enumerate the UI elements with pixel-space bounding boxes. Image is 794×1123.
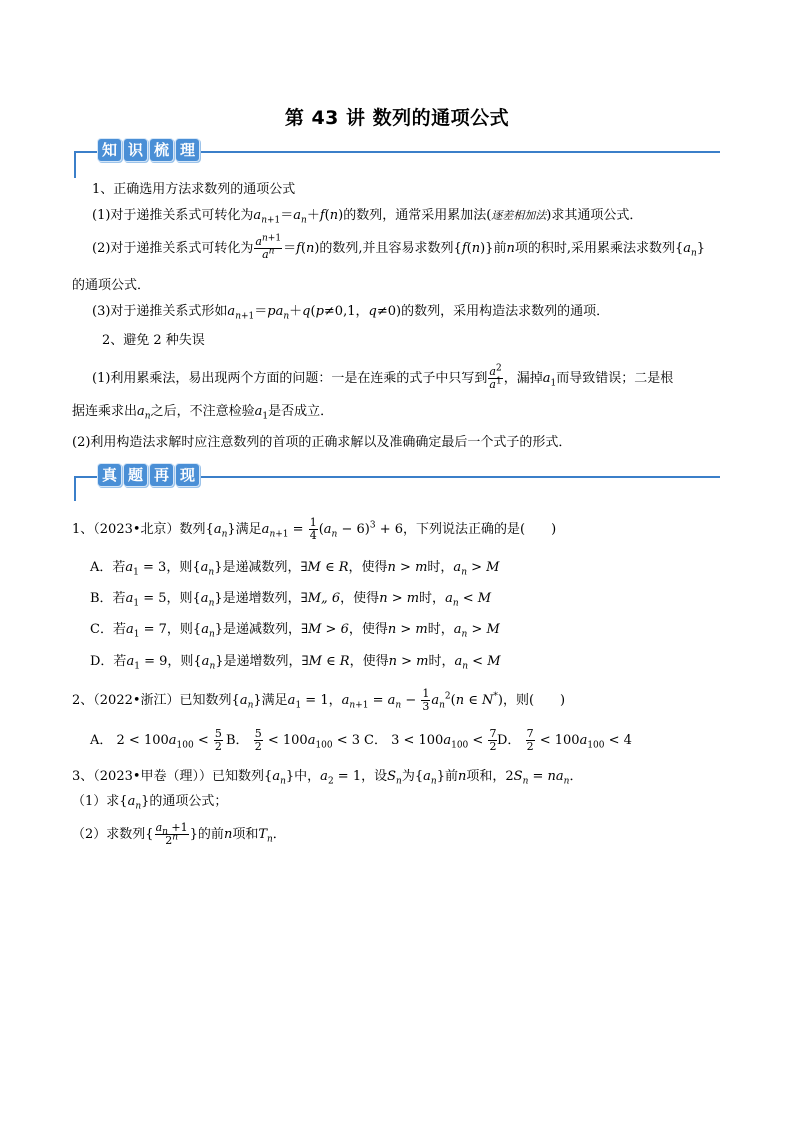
text: < M (472, 654, 501, 669)
text: ，则 (167, 654, 194, 669)
text: 是递减数列， (222, 560, 301, 575)
text: ，则 (166, 560, 193, 575)
text: ∃M ∈ R (300, 560, 349, 575)
problem-1-option-d: D．若$a_1 = 9$，则$\{a_n\}$是递增数列，∃M ∈ R，使得n > m时，$a_n < M$ (90, 654, 501, 672)
badge-char: 真 (98, 464, 121, 486)
text: B． (226, 733, 249, 748)
text: （1）求 (72, 794, 120, 809)
text: A． (90, 733, 113, 748)
text: 前 (444, 769, 458, 784)
text: 项的积时,采用累乘法求数列{ (514, 241, 684, 256)
problem-2: 2、（2022•浙江）已知数列$\{a_n\}$满足$a_1 = 1$，$a_{n+1} = a_n$ − $\frac{1}{3}$ $a_n^2(n$ ∈ N*)，则( ) (72, 687, 566, 713)
text: 据连乘求出 (72, 404, 138, 419)
problem-3: 3、（2023•甲卷（理））已知数列$\{a_n\}$中，$a_2 = 1$，设$S_n$为$\{a_n\}$前n项和，$2S_n = na_n$． (72, 769, 583, 787)
page-title: 第 43 讲 数列的通项公式 (284, 107, 510, 129)
text: C．若 (90, 622, 126, 637)
text: ，下列说法正确的是( ) (403, 522, 557, 537)
text: 的数列,并且容易求数列{ (319, 241, 462, 256)
problem-1-option-c: C．若$a_1 = 7$，则$\{a_n\}$是递减数列，∃M > 6，使得n > m时，$a_n > M$ (90, 622, 500, 640)
text: 项和 (232, 827, 259, 842)
knowledge-heading-2: 2、避免 2 种失误 (102, 333, 205, 348)
text: n > m (388, 654, 429, 669)
text: 满足 (261, 693, 288, 708)
section-badge-knowledge (98, 139, 199, 161)
text: C． (364, 733, 387, 748)
text: 而导致错误；二是根 (556, 371, 674, 386)
text: ∃M„ 6 (300, 591, 341, 606)
badge-char: 题 (124, 464, 147, 486)
problem-1: 1、（2023•北京）数列$\{a_n\}$满足$a_{n+1}$ = $\frac{1}{4}$ $(a_n - 6)^3 + 6$，下列说法正确的是( ) (72, 516, 557, 542)
text: a (453, 622, 462, 637)
text: 3、（2023•甲卷（理））已知数列 (72, 769, 265, 784)
text: 时， (428, 654, 455, 669)
text: < M (462, 591, 492, 606)
text: 2、（2022•浙江）已知数列 (72, 693, 232, 708)
badge-char: 知 (98, 139, 121, 161)
knowledge-method-1: (1)对于递推关系式可转化为$a_{n+1}=a_n+f(n)$的数列，通常采用累加法(逐差相加法)求其通项公式． (92, 208, 643, 226)
text: }前 (485, 241, 507, 256)
text: = 3 (143, 560, 167, 575)
text: 的数列，采用构造法求数列的通项． (401, 304, 610, 319)
badge-char: 理 (176, 139, 199, 161)
problem-1-option-a: A．若$a_1 = 3$，则$\{a_n\}$是递减数列，∃M ∈ R，使得n > m时，$a_n > M$ (90, 560, 500, 578)
problem-1-option-b: B．若$a_1 = 5$，则$\{a_n\}$是递增数列，∃M„ 6，使得n > m时，$a_n < M$ (90, 591, 492, 609)
text: 是递减数列， (223, 622, 302, 637)
section-divider-left (74, 152, 76, 178)
text: a (454, 654, 463, 669)
problem-3-part-1: （1）求$\{a_n\}$的通项公式； (72, 794, 228, 812)
text: ，漏掉 (503, 371, 543, 386)
text: ∃M > 6 (301, 622, 349, 637)
text: 时， (419, 591, 446, 606)
text: (1)利用累乘法，易出现两个方面的问题：一是在连乘的式子中只写到 (92, 371, 488, 386)
text: } (696, 241, 706, 256)
badge-char: 再 (150, 464, 173, 486)
text: 是递增数列， (223, 654, 302, 669)
text: B．若 (90, 591, 126, 606)
text: ，使得 (348, 560, 388, 575)
text: = 5 (143, 591, 167, 606)
problem-3-part-2: （2）求数列{ $\frac{a_n +1}{2^n}$ }的前n项和$T_n$． (72, 821, 286, 847)
text: D． (497, 733, 521, 748)
text: 的前 (197, 827, 224, 842)
text: ，使得 (348, 622, 388, 637)
knowledge-method-2-cont: 的通项公式． (72, 278, 151, 293)
text: n > m (387, 622, 428, 637)
text: n > m (379, 591, 420, 606)
text: 项和， (466, 769, 506, 784)
text: a (445, 591, 453, 606)
text: ，使得 (340, 591, 380, 606)
text: 1、（2023•北京）数列 (72, 522, 206, 537)
knowledge-heading-1: 1、正确选用方法求数列的通项公式 (92, 182, 296, 197)
text: 之后，不注意检验 (150, 404, 255, 419)
knowledge-error-2: (2)利用构造法求解时应注意数列的首项的正确求解以及准确确定最后一个式子的形式． (72, 435, 572, 450)
text: 时， (427, 560, 454, 575)
text: (1)对于递推关系式可转化为 (92, 208, 254, 223)
badge-char: 现 (176, 464, 199, 486)
text: 是否成立． (268, 404, 334, 419)
text: ，使得 (349, 654, 389, 669)
text: 为 (401, 769, 415, 784)
problem-2-option-a: A． $2 < 100a_{100}$ < $\frac{5}{2}$ (90, 727, 222, 753)
text: a (453, 560, 462, 575)
text: n > m (387, 560, 428, 575)
text: (3)对于递推关系式形如 (92, 304, 228, 319)
text: (2)对于递推关系式可转化为 (92, 241, 254, 256)
knowledge-method-3: (3)对于递推关系式形如$a_{n+1}=pa_n+q(p\ne 0,1$，q≠0)的数列，采用构造法求数列的通项． (92, 304, 610, 322)
text: ，则 (166, 622, 193, 637)
text: 的数列，通常采用累加法( (343, 208, 492, 223)
text: ∃M ∈ R (301, 654, 350, 669)
problem-2-option-c: C． $3 < 100a_{100}$ < $\frac{7}{2}$ (364, 727, 497, 753)
text: ，则( ) (502, 693, 566, 708)
text: （2）求数列 (72, 827, 146, 842)
text: ． (272, 827, 286, 842)
section-divider-left (74, 477, 76, 501)
text: 时， (427, 622, 454, 637)
problem-2-option-d: D． $\frac{7}{2}$ < $100a_{100} < 4$ (497, 727, 632, 753)
section-badge-real (98, 464, 199, 486)
text: )求其通项公式． (546, 208, 643, 223)
text: > M (471, 560, 500, 575)
text: 逐差相加法 (491, 209, 547, 222)
text: A．若 (90, 560, 126, 575)
problem-2-option-b: B． $\frac{5}{2}$ < $100a_{100} < 3$ (226, 727, 361, 753)
text: 中， (294, 769, 321, 784)
badge-char: 识 (124, 139, 147, 161)
text: 的通项公式； (149, 794, 228, 809)
text: 是递增数列， (222, 591, 301, 606)
text: = 7 (143, 622, 167, 637)
text: ，则 (166, 591, 193, 606)
text: > M (471, 622, 500, 637)
knowledge-method-2: (2)对于递推关系式可转化为 $\frac{a^{n+1}}{a^n}$ ＝f(n)的数列,并且容易求数列{f(n)}前n项的积时,采用累乘法求数列$\{a_n\}$ (92, 233, 706, 261)
knowledge-error-1-cont: 据连乘求出$a_n$之后，不注意检验$a_1$是否成立． (72, 404, 334, 422)
text: 满足 (235, 522, 262, 537)
text: ，设 (361, 769, 388, 784)
knowledge-error-1: (1)利用累乘法，易出现两个方面的问题：一是在连乘的式子中只写到 $\frac{a^2}{a^1}$ ，漏掉$a_1$而导致错误；二是根 (92, 363, 674, 391)
text: = 9 (144, 654, 168, 669)
badge-char: 梳 (150, 139, 173, 161)
text: D．若 (90, 654, 127, 669)
